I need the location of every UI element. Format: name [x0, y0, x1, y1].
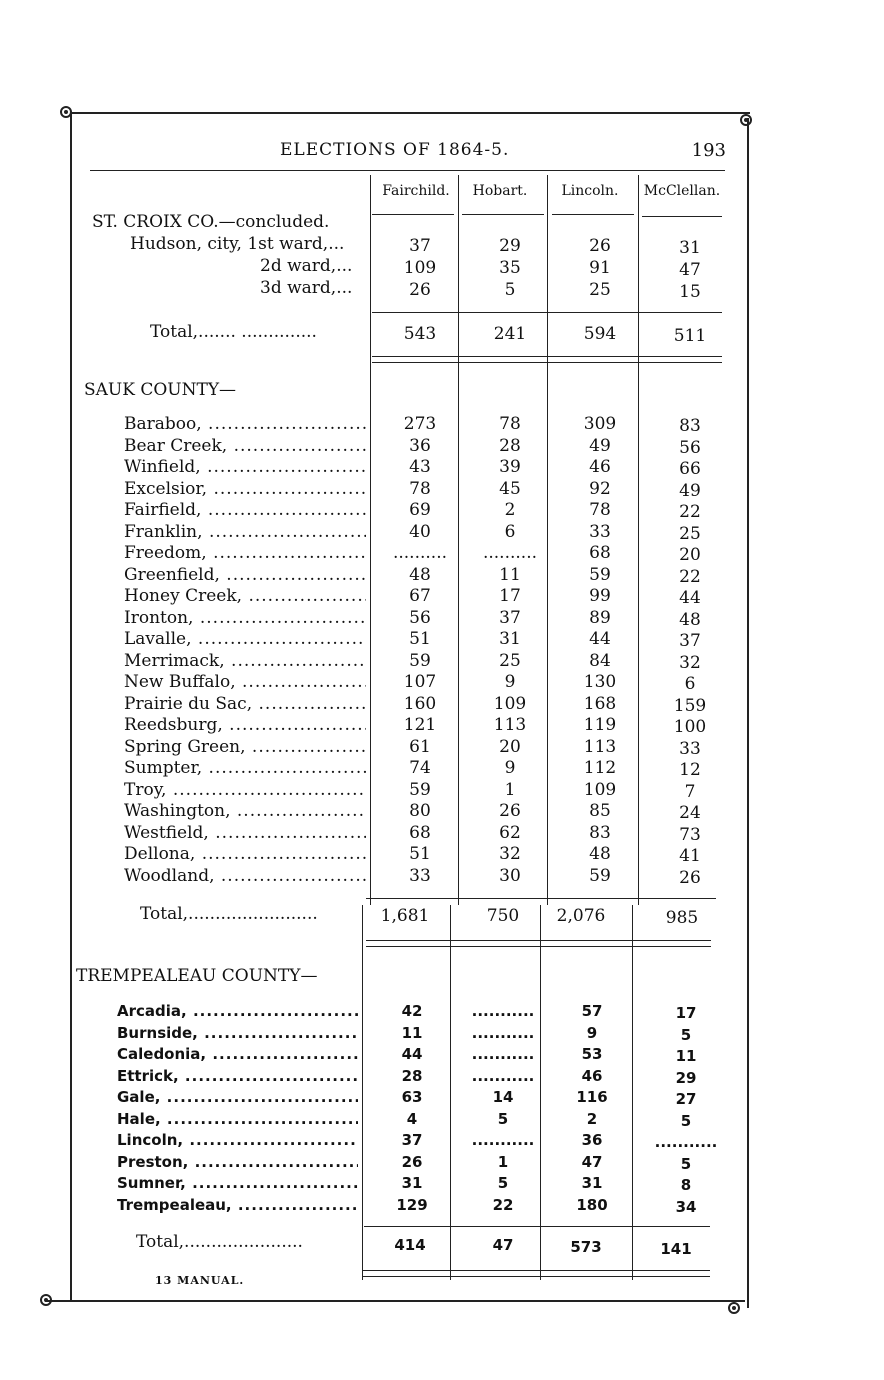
table-cell: 273	[403, 414, 437, 434]
table-cell: 33	[589, 521, 611, 542]
table-cell: 49	[679, 480, 701, 501]
column-divider	[370, 175, 371, 905]
section-heading-st-croix: ST. CROIX CO.—concluded.	[92, 212, 330, 232]
table-cell: 78	[589, 500, 611, 520]
sum-rule	[372, 312, 722, 313]
table-row-label: New Buffalo, .....	[124, 672, 366, 692]
table-cell: 112	[583, 758, 617, 778]
table-cell: 25	[589, 280, 611, 300]
table-row-label: Westfield, .....	[124, 823, 366, 843]
table-cell: 37	[679, 631, 701, 651]
table-cell: 36	[581, 1131, 603, 1149]
table-cell: 51	[409, 629, 431, 649]
total-cell: 47	[492, 1236, 514, 1254]
table-cell: 160	[403, 693, 437, 714]
total-cell: 573	[570, 1238, 602, 1256]
table-row-label: Freedom, .....	[124, 543, 366, 563]
total-cell: 414	[394, 1236, 426, 1254]
table-cell: 22	[679, 566, 701, 587]
table-cell: 28	[499, 435, 521, 456]
table-cell: 1	[504, 779, 516, 800]
sum-rule	[366, 898, 716, 899]
table-cell: 44	[679, 588, 701, 608]
table-cell: 33	[409, 865, 431, 886]
table-cell: 17	[675, 1004, 697, 1022]
table-cell: 5	[680, 1111, 692, 1130]
table-cell: 27	[675, 1090, 697, 1108]
table-cell: 11	[499, 564, 521, 585]
table-row-label: Merrimack, .....	[124, 651, 366, 671]
table-cell: 11	[401, 1023, 423, 1042]
table-cell: 109	[403, 258, 437, 278]
table-cell: 26	[679, 867, 701, 888]
table-cell: 31	[401, 1174, 423, 1192]
table-cell: 44	[589, 629, 611, 649]
table-cell: 5	[497, 1174, 509, 1192]
table-cell: 31	[581, 1174, 603, 1192]
table-row-label: Sumpter, .....	[124, 758, 366, 778]
table-cell: 59	[589, 564, 611, 585]
table-row-label: Greenfield, .....	[124, 565, 366, 585]
table-cell: ..........	[482, 543, 538, 563]
table-cell: 6	[684, 674, 696, 694]
table-cell: 180	[576, 1195, 608, 1214]
table-cell: 15	[679, 282, 701, 302]
double-rule	[372, 362, 722, 363]
table-cell: 26	[499, 801, 521, 821]
table-cell: 24	[679, 803, 701, 823]
table-row-label: Ironton, .....	[124, 608, 366, 628]
column-header-rule	[372, 214, 454, 215]
total-cell: 750	[486, 906, 520, 926]
table-row-label: Preston, .....	[117, 1153, 358, 1171]
table-cell: 61	[409, 736, 431, 757]
table-cell: 41	[679, 846, 701, 866]
table-cell: 67	[409, 586, 431, 606]
table-cell: 89	[589, 607, 611, 628]
column-header-rule	[552, 214, 634, 215]
total-cell: 511	[673, 326, 707, 346]
table-cell: 80	[409, 801, 431, 821]
double-rule	[366, 940, 711, 941]
table-cell: 119	[583, 715, 617, 735]
table-row-label: Lavalle, .....	[124, 629, 366, 649]
corner-ornament-icon	[36, 1290, 56, 1310]
table-cell: 109	[493, 693, 527, 714]
table-cell: ...........	[654, 1133, 718, 1151]
table-cell: 49	[589, 435, 611, 456]
column-header: Lincoln.	[561, 183, 619, 199]
table-cell: 7	[684, 781, 696, 802]
column-divider	[362, 905, 363, 1280]
table-row-label: Gale, .....	[117, 1088, 358, 1106]
table-cell: 66	[679, 459, 701, 479]
table-cell: 25	[499, 650, 521, 671]
table-cell: 83	[679, 416, 701, 436]
table-cell: 11	[675, 1047, 697, 1065]
table-cell: 26	[401, 1152, 423, 1171]
table-cell: 17	[499, 586, 521, 606]
corner-ornament-icon	[56, 102, 76, 122]
table-cell: 46	[589, 457, 611, 477]
table-cell: 26	[589, 236, 611, 256]
table-cell: 47	[679, 260, 701, 280]
table-cell: 168	[583, 693, 617, 714]
table-row-label: Ettrick, .....	[117, 1067, 358, 1085]
table-cell: 22	[492, 1195, 514, 1214]
table-cell: 33	[679, 738, 701, 759]
table-cell: ...........	[471, 1023, 535, 1042]
table-cell: 5	[497, 1109, 509, 1128]
table-cell: 46	[581, 1066, 603, 1085]
table-row-label: Bear Creek, .....	[124, 436, 366, 456]
table-cell: 39	[499, 457, 521, 477]
double-rule	[366, 946, 711, 947]
table-row-label: Franklin, .....	[124, 522, 366, 542]
table-cell: 59	[589, 865, 611, 886]
total-label: Total,........................	[140, 904, 318, 924]
table-row-label: 3d ward,...	[260, 278, 353, 298]
table-cell: 37	[401, 1131, 423, 1149]
table-cell: 9	[586, 1023, 598, 1042]
table-cell: 45	[499, 478, 521, 499]
table-row-label: Dellona, .....	[124, 844, 366, 864]
frame-right-rule	[747, 118, 749, 1308]
table-cell: 73	[679, 824, 701, 845]
table-row-label: Winfield, .....	[124, 457, 366, 477]
table-cell: 2	[586, 1109, 598, 1128]
footer-signature: 13 MANUAL.	[155, 1274, 245, 1287]
table-cell: 159	[673, 695, 707, 716]
table-cell: 36	[409, 435, 431, 456]
table-cell: 99	[589, 586, 611, 606]
table-cell: 116	[576, 1088, 608, 1106]
table-cell: 92	[589, 478, 611, 499]
table-cell: 48	[589, 844, 611, 864]
table-row-label: Trempealeau, .....	[117, 1196, 358, 1214]
frame-left-rule	[70, 112, 72, 1302]
column-header-rule	[462, 214, 544, 215]
table-cell: 78	[409, 478, 431, 499]
table-cell: 8	[680, 1176, 692, 1194]
table-cell: ...........	[471, 1131, 535, 1149]
table-cell: 69	[409, 500, 431, 520]
total-cell: 1,681	[380, 906, 430, 926]
table-cell: 83	[589, 822, 611, 843]
table-cell: 68	[589, 543, 611, 563]
table-cell: 4	[406, 1109, 418, 1128]
table-cell: 109	[583, 779, 617, 800]
table-cell: 32	[499, 844, 521, 864]
column-divider	[632, 905, 633, 1280]
table-cell: 51	[409, 844, 431, 864]
table-cell: 25	[679, 523, 701, 544]
total-cell: 141	[660, 1240, 692, 1258]
table-cell: 9	[504, 758, 516, 778]
table-cell: 14	[492, 1088, 514, 1106]
table-cell: 40	[409, 521, 431, 542]
table-cell: 26	[409, 280, 431, 300]
table-row-label: Washington, .....	[124, 801, 366, 821]
table-row-label: Baraboo, .....	[124, 414, 366, 434]
table-cell: 2	[504, 500, 516, 520]
table-cell: 5	[680, 1025, 692, 1044]
double-rule	[362, 1270, 710, 1271]
table-cell: 5	[504, 280, 516, 300]
table-cell: 74	[409, 758, 431, 778]
column-header: Fairchild.	[382, 183, 450, 199]
table-cell: 31	[499, 629, 521, 649]
table-cell: 20	[679, 545, 701, 565]
table-cell: 68	[409, 822, 431, 843]
table-cell: 59	[409, 779, 431, 800]
table-cell: 56	[679, 437, 701, 458]
column-header: McClellan.	[643, 183, 721, 199]
table-cell: 31	[679, 238, 701, 258]
table-cell: 309	[583, 414, 617, 434]
table-row-label: Lincoln, .....	[117, 1131, 358, 1149]
table-cell: 63	[401, 1088, 423, 1106]
total-cell: 241	[493, 324, 527, 344]
total-label: Total,....... ..............	[150, 322, 317, 342]
frame-top-rule	[70, 112, 750, 114]
page-header	[90, 140, 730, 170]
table-cell: 20	[499, 736, 521, 757]
table-cell: 30	[499, 865, 521, 886]
table-cell: 22	[679, 502, 701, 522]
table-row-label: 2d ward,...	[260, 256, 353, 276]
total-cell: 543	[403, 324, 437, 344]
table-row-label: Excelsior, .....	[124, 479, 366, 499]
total-cell: 594	[583, 324, 617, 344]
table-row-label: Woodland, .....	[124, 866, 366, 886]
total-cell: 2,076	[556, 906, 606, 926]
table-cell: 48	[409, 564, 431, 585]
table-cell: ...........	[471, 1045, 535, 1063]
table-row-label: Honey Creek, .....	[124, 586, 366, 606]
table-cell: 34	[675, 1197, 697, 1216]
total-cell: 985	[665, 908, 699, 928]
section-heading-trempealeau: TREMPEALEAU COUNTY—	[76, 966, 318, 986]
header-rule	[90, 170, 725, 171]
table-cell: 78	[499, 414, 521, 434]
frame-bottom-rule	[45, 1300, 745, 1302]
section-heading-sauk: SAUK COUNTY—	[84, 380, 237, 400]
table-cell: 107	[403, 672, 437, 692]
table-cell: ...........	[471, 1066, 535, 1085]
table-cell: 57	[581, 1002, 603, 1020]
table-row-label: Troy, .....	[124, 780, 366, 800]
table-cell: 113	[583, 736, 617, 757]
table-row-label: Hale, .....	[117, 1110, 358, 1128]
table-cell: 100	[673, 717, 707, 737]
table-cell: 85	[589, 801, 611, 821]
total-label: Total,......................	[136, 1232, 303, 1252]
table-cell: 28	[401, 1066, 423, 1085]
table-cell: 37	[409, 236, 431, 256]
table-cell: 53	[581, 1045, 603, 1063]
column-header-rule	[642, 216, 722, 217]
table-cell: 121	[403, 715, 437, 735]
table-cell: 129	[396, 1195, 428, 1214]
page-number: 193	[691, 140, 726, 161]
table-cell: 130	[583, 672, 617, 692]
table-row-label: Caledonia, .....	[117, 1045, 358, 1063]
table-cell: 29	[499, 236, 521, 256]
table-cell: 56	[409, 607, 431, 628]
table-cell: 113	[493, 715, 527, 735]
table-cell: ...........	[471, 1002, 535, 1020]
table-cell: 59	[409, 650, 431, 671]
table-row-label: Reedsburg, .....	[124, 715, 366, 735]
table-cell: 1	[497, 1152, 509, 1171]
table-cell: 91	[589, 258, 611, 278]
table-cell: 44	[401, 1045, 423, 1063]
table-cell: 6	[504, 521, 516, 542]
table-row-label: Prairie du Sac, .....	[124, 694, 366, 714]
table-cell: 9	[504, 672, 516, 692]
double-rule	[362, 1276, 710, 1277]
table-cell: 5	[680, 1154, 692, 1173]
table-cell: ..........	[392, 543, 448, 563]
sum-rule	[364, 1226, 710, 1227]
double-rule	[372, 356, 722, 357]
table-cell: 37	[499, 607, 521, 628]
table-cell: 62	[499, 822, 521, 843]
table-cell: 29	[675, 1068, 697, 1087]
table-cell: 47	[581, 1152, 603, 1171]
table-row-label: Spring Green, .....	[124, 737, 366, 757]
table-cell: 42	[401, 1002, 423, 1020]
corner-ornament-icon	[736, 110, 756, 130]
table-row-label: Hudson, city, 1st ward,...	[130, 234, 345, 254]
table-row-label: Arcadia, .....	[117, 1002, 358, 1020]
table-cell: 12	[679, 760, 701, 780]
table-cell: 43	[409, 457, 431, 477]
column-header: Hobart.	[472, 183, 528, 199]
running-title: ELECTIONS OF 1864-5.	[280, 140, 510, 160]
table-cell: 48	[679, 609, 701, 630]
table-row-label: Fairfield, .....	[124, 500, 366, 520]
table-row-label: Burnside, .....	[117, 1024, 358, 1042]
table-cell: 84	[589, 650, 611, 671]
table-cell: 32	[679, 652, 701, 673]
corner-ornament-icon	[724, 1298, 744, 1318]
table-row-label: Sumner, .....	[117, 1174, 358, 1192]
table-cell: 35	[499, 258, 521, 278]
